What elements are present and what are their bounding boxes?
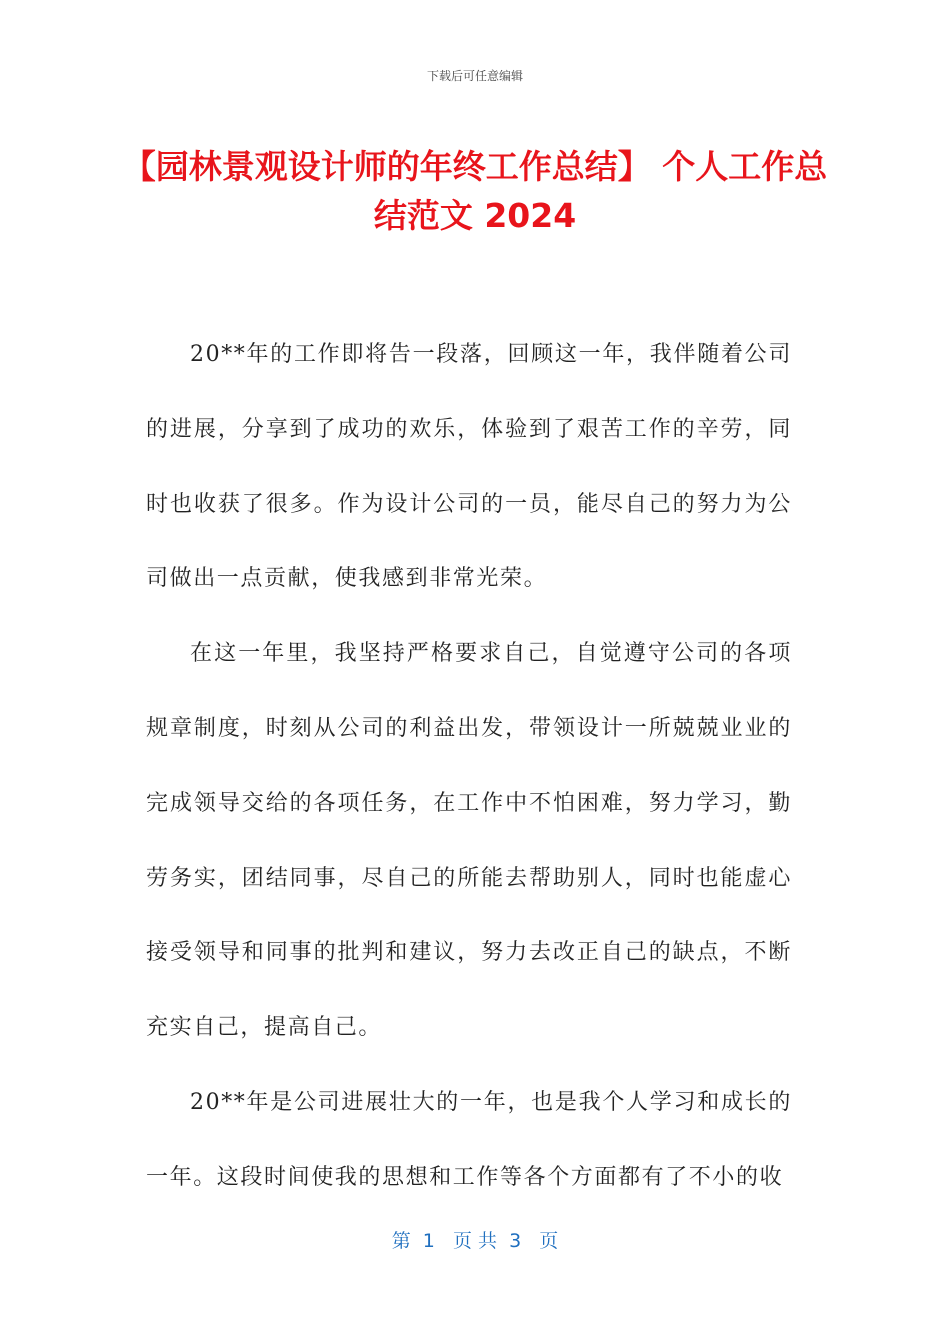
paragraph-2: 在这一年里，我坚持严格要求自己，自觉遵守公司的各项规章制度，时刻从公司的利益出发，带领设计一所兢兢业业的完成领导交给的各项任务，在工作中不怕困难，努力学习，勤劳务实，团结同事，尽自己的所能去帮助别人，同时也能虚心接受领导和同事的批判和建议，努力去改正自己的缺点，不断充实自己，提高自己。	[146, 641, 792, 1041]
page-number-footer: 第 1 页 共 3 页	[391, 1230, 559, 1252]
document-body	[146, 318, 792, 1216]
header-note: 下载后可任意编辑	[426, 69, 523, 83]
paragraph-1: 20**年的工作即将告一段落，回顾这一年，我伴随着公司的进展，分享到了成功的欢乐，体验到了艰苦工作的辛劳，同时也收获了很多。作为设计公司的一员，能尽自己的努力为公司做出一点贡献，使我感到非常光荣。	[146, 342, 792, 592]
paragraph-3: 20**年是公司进展壮大的一年，也是我个人学习和成长的一年。这段时间使我的思想和工作等各个方面都有了不小的收	[146, 1089, 792, 1190]
document-title: 【园林景观设计师的年终工作总结】 个人工作总结范文 2024	[122, 147, 828, 235]
